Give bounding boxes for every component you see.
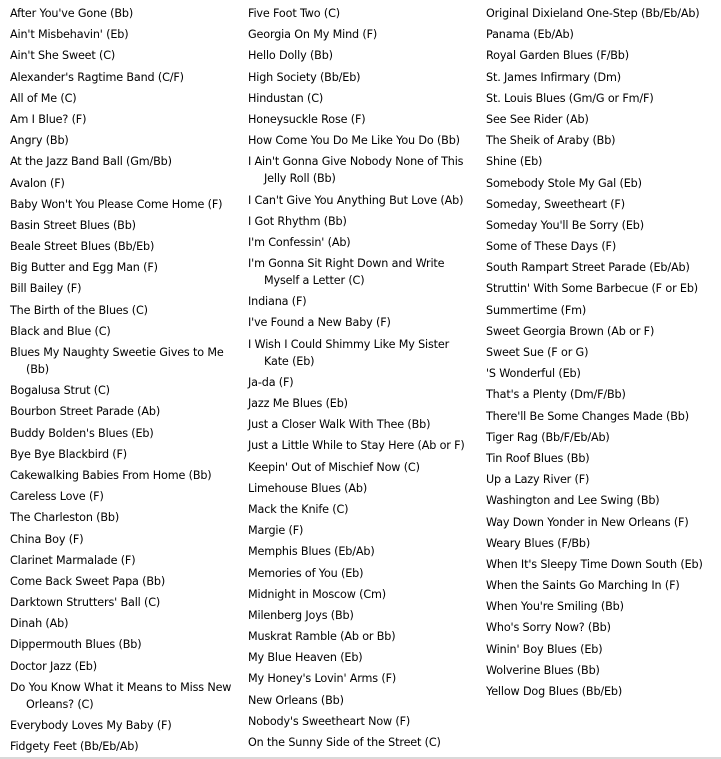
song-title: Cakewalking Babies From Home (Bb) xyxy=(10,468,212,482)
song-title: At the Jazz Band Ball (Gm/Bb) xyxy=(10,155,172,169)
song-title: Mack the Knife (C) xyxy=(248,502,349,516)
song-title: Memories of You (Eb) xyxy=(248,566,364,580)
song-title: Ain't Misbehavin' (Eb) xyxy=(10,28,129,42)
song-title: Up a Lazy River (F) xyxy=(486,473,590,487)
song-title: Tin Roof Blues (Bb) xyxy=(486,451,590,465)
song-title: South Rampart Street Parade (Eb/Ab) xyxy=(486,261,690,275)
song-title: St. Louis Blues (Gm/G or Fm/F) xyxy=(486,91,654,105)
song-title: When You're Smiling (Bb) xyxy=(486,600,624,614)
song-title: Yellow Dog Blues (Bb/Eb) xyxy=(486,685,623,698)
song-title: Just a Closer Walk With Thee (Bb) xyxy=(248,418,431,432)
song-title: High Society (Bb/Eb) xyxy=(248,70,361,84)
song-title: I Can't Give You Anything But Love (Ab) xyxy=(248,193,464,207)
song-title: Clarinet Marmalade (F) xyxy=(10,553,136,567)
song-title: The Charleston (Bb) xyxy=(10,511,120,525)
song-title: Five Foot Two (C) xyxy=(248,7,340,20)
song-title: There'll Be Some Changes Made (Bb) xyxy=(486,409,689,423)
song-title: Do You Know What it Means to Miss New Orleans? (C) xyxy=(10,680,232,711)
song-title: When the Saints Go Marching In (F) xyxy=(486,579,680,593)
song-title: Ja-da (F) xyxy=(248,375,294,389)
song-title: Dippermouth Blues (Bb) xyxy=(10,638,142,652)
song-title: Come Back Sweet Papa (Bb) xyxy=(10,574,166,588)
song-title: I'm Confessin' (Ab) xyxy=(248,235,351,249)
song-title: Keepin' Out of Mischief Now (C) xyxy=(248,460,420,474)
song-title: Original Dixieland One-Step (Bb/Eb/Ab) xyxy=(486,7,700,20)
song-title: On the Sunny Side of the Street (C) xyxy=(248,736,441,749)
song-title: Midnight in Moscow (Cm) xyxy=(248,587,386,601)
song-title: How Come You Do Me Like You Do (Bb) xyxy=(248,134,460,148)
song-title: Jazz Me Blues (Eb) xyxy=(248,397,348,410)
song-title: Tiger Rag (Bb/F/Eb/Ab) xyxy=(486,430,610,444)
song-title: That's a Plenty (Dm/F/Bb) xyxy=(486,388,626,402)
song-title: Darktown Strutters' Ball (C) xyxy=(10,596,161,610)
song-title: Beale Street Blues (Bb/Eb) xyxy=(10,240,155,254)
song-title: Muskrat Ramble (Ab or Bb) xyxy=(248,630,396,644)
song-title: Bye Bye Blackbird (F) xyxy=(10,447,128,461)
song-title: Bourbon Street Parade (Ab) xyxy=(10,405,161,419)
song-title: After You've Gone (Bb) xyxy=(10,7,134,20)
song-title: Someday You'll Be Sorry (Eb) xyxy=(486,218,644,232)
song-title: Shine (Eb) xyxy=(486,155,543,169)
song-title: Alexander's Ragtime Band (C/F) xyxy=(10,70,184,84)
song-title: I Got Rhythm (Bb) xyxy=(248,214,347,228)
song-title: Limehouse Blues (Ab) xyxy=(248,481,368,495)
song-title: Nobody's Sweetheart Now (F) xyxy=(248,714,411,728)
song-title: I Wish I Could Shimmy Like My Sister Kate (Eb) xyxy=(248,337,450,368)
song-title: I Ain't Gonna Give Nobody None of This Jelly Roll (Bb) xyxy=(248,155,464,186)
song-title: Winin' Boy Blues (Eb) xyxy=(486,642,603,656)
song-title: Bill Bailey (F) xyxy=(10,282,82,296)
song-title: Washington and Lee Swing (Bb) xyxy=(486,494,660,508)
song-title: Sweet Georgia Brown (Ab or F) xyxy=(486,324,655,338)
song-title: Sweet Sue (F or G) xyxy=(486,346,589,359)
song-column-2 xyxy=(248,5,476,755)
song-title: All of Me (C) xyxy=(10,91,77,105)
song-title: Milenberg Joys (Bb) xyxy=(248,608,354,622)
song-title: Way Down Yonder in New Orleans (F) xyxy=(486,515,689,529)
song-title: Blues My Naughty Sweetie Gives to Me (Bb) xyxy=(10,346,224,376)
song-title: Someday, Sweetheart (F) xyxy=(486,197,625,211)
song-title: Memphis Blues (Eb/Ab) xyxy=(248,545,375,559)
song-title: China Boy (F) xyxy=(10,532,84,546)
song-title: Ain't She Sweet (C) xyxy=(10,49,116,63)
song-title: Baby Won't You Please Come Home (F) xyxy=(10,197,223,211)
song-title: Doctor Jazz (Eb) xyxy=(10,659,97,673)
song-title: Indiana (F) xyxy=(248,295,307,309)
song-title: Some of These Days (F) xyxy=(486,240,617,254)
song-title: Hello Dolly (Bb) xyxy=(248,49,333,63)
song-column-3 xyxy=(486,5,718,704)
song-title: Bogalusa Strut (C) xyxy=(10,384,110,398)
song-title: Dinah (Ab) xyxy=(10,617,69,631)
song-title: My Honey's Lovin' Arms (F) xyxy=(248,672,397,686)
song-title: Fidgety Feet (Bb/Eb/Ab) xyxy=(10,740,139,754)
song-title: St. James Infirmary (Dm) xyxy=(486,70,621,84)
song-title: Royal Garden Blues (F/Bb) xyxy=(486,49,629,63)
song-title: My Blue Heaven (Eb) xyxy=(248,651,363,665)
song-title: 'S Wonderful (Eb) xyxy=(486,367,581,381)
song-title: Everybody Loves My Baby (F) xyxy=(10,719,172,732)
song-title: Buddy Bolden's Blues (Eb) xyxy=(10,426,154,440)
song-title: See See Rider (Ab) xyxy=(486,112,589,126)
song-title: Summertime (Fm) xyxy=(486,303,587,317)
song-title: New Orleans (Bb) xyxy=(248,693,344,707)
song-title: Honeysuckle Rose (F) xyxy=(248,112,366,126)
song-title: Who's Sorry Now? (Bb) xyxy=(486,621,611,635)
song-column-1 xyxy=(10,5,238,759)
song-title: Margie (F) xyxy=(248,524,304,538)
song-title: I've Found a New Baby (F) xyxy=(248,316,391,330)
song-title: Angry (Bb) xyxy=(10,134,69,148)
song-title: Wolverine Blues (Bb) xyxy=(486,663,600,677)
song-title: The Birth of the Blues (C) xyxy=(10,303,148,317)
song-title: Big Butter and Egg Man (F) xyxy=(10,261,158,275)
song-title: Avalon (F) xyxy=(10,176,65,190)
song-title: Am I Blue? (F) xyxy=(10,112,87,126)
song-title: Struttin' With Some Barbecue (F or Eb) xyxy=(486,282,699,296)
song-title: I'm Gonna Sit Right Down and Write Myself a Letter (C) xyxy=(248,257,445,288)
song-title: Black and Blue (C) xyxy=(10,324,111,338)
song-title: Basin Street Blues (Bb) xyxy=(10,218,136,232)
song-title: Weary Blues (F/Bb) xyxy=(486,536,591,550)
song-title: Somebody Stole My Gal (Eb) xyxy=(486,176,642,190)
song-title: Georgia On My Mind (F) xyxy=(248,28,378,42)
song-title: Panama (Eb/Ab) xyxy=(486,28,574,42)
song-title: Hindustan (C) xyxy=(248,91,324,105)
song-title: The Sheik of Araby (Bb) xyxy=(486,134,616,148)
song-title: Careless Love (F) xyxy=(10,490,104,504)
song-title: When It's Sleepy Time Down South (Eb) xyxy=(486,557,703,571)
song-title: Just a Little While to Stay Here (Ab or F) xyxy=(248,439,465,453)
